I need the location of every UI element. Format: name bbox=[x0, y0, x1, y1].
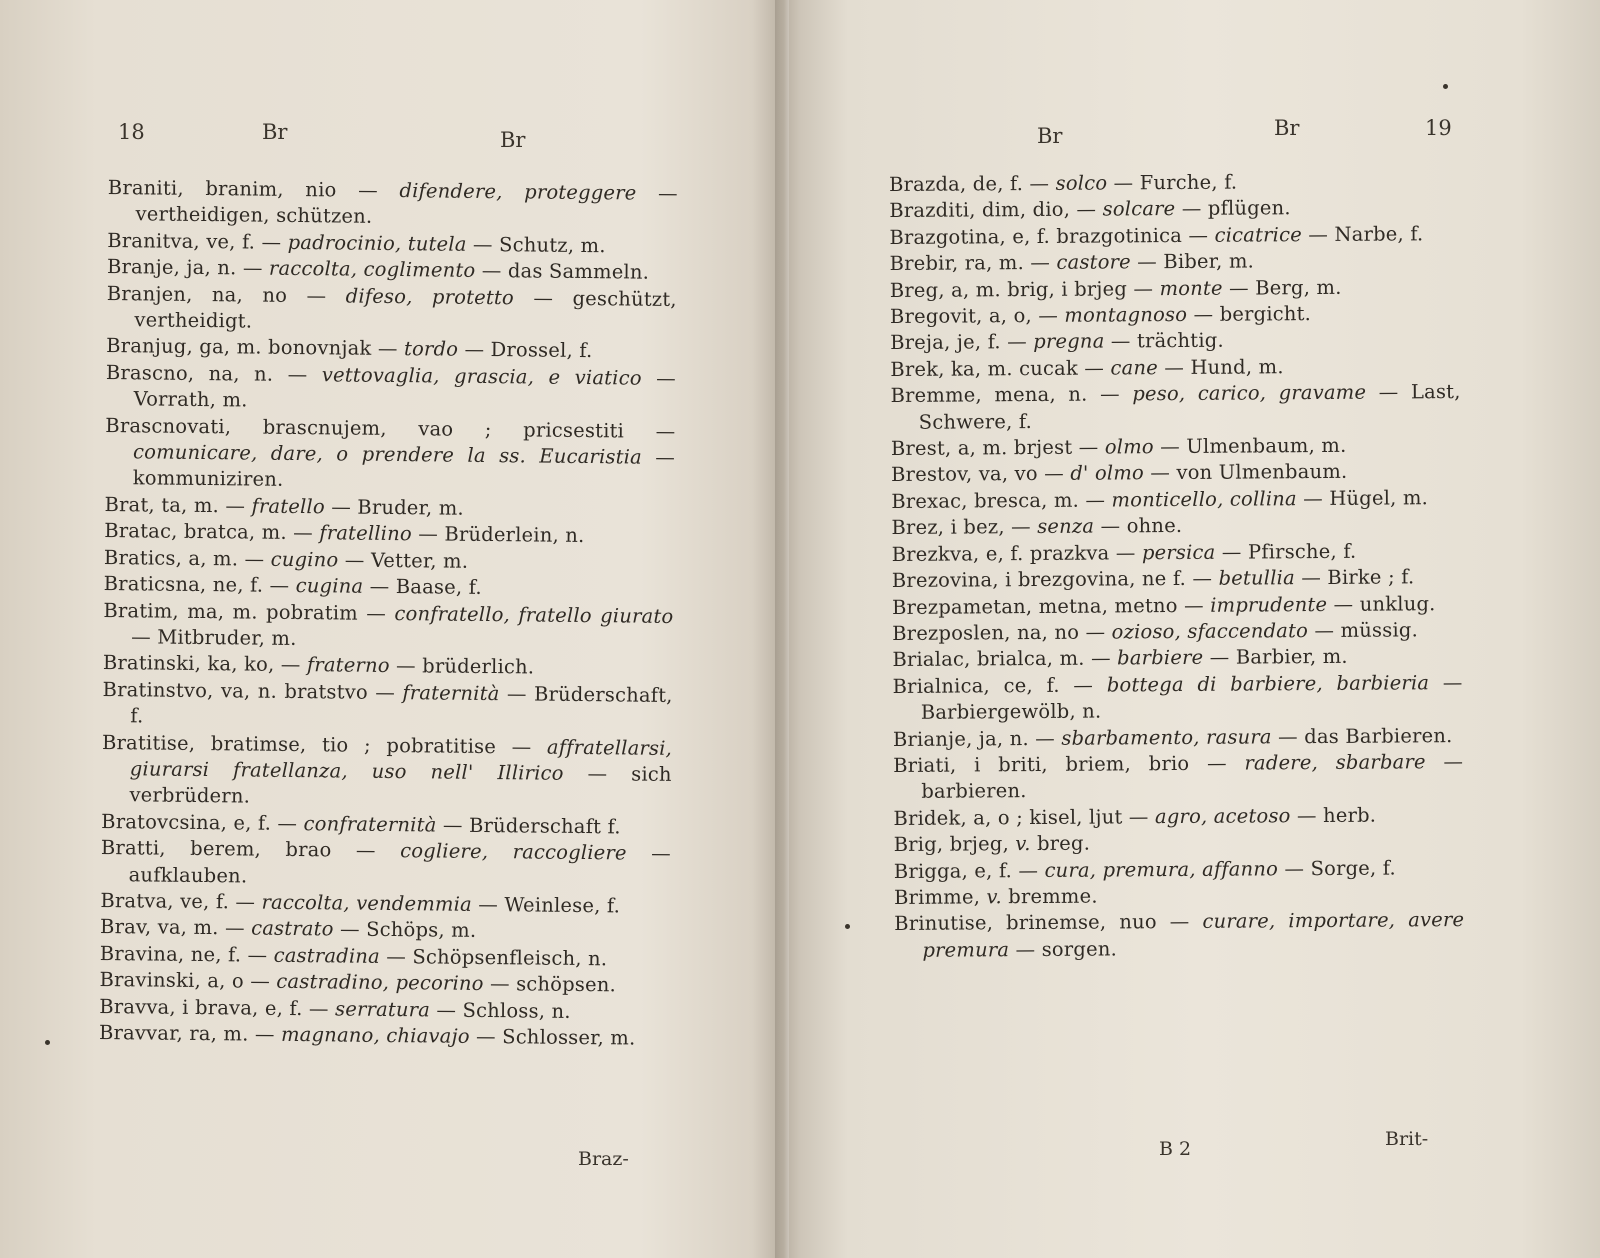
entry-german: — Bruder, m. bbox=[324, 495, 464, 520]
entry-headword: Bratim bbox=[103, 598, 173, 623]
entry-grammar: , ga, m. bonovnjak — bbox=[186, 335, 405, 361]
entry-grammar: , berem, brao — bbox=[159, 836, 401, 863]
entry-german: — Last, Schwere, f. bbox=[918, 380, 1461, 434]
left-page bbox=[0, 0, 775, 1258]
entry-grammar: , e, f. brazgotinica — bbox=[999, 223, 1215, 249]
entry-german: breg. bbox=[1030, 831, 1091, 856]
entry-german: — Schöps, m. bbox=[333, 917, 477, 943]
entry-italian: padrocinio, tutela bbox=[287, 230, 467, 256]
entry-italian: sbarbamento, rasura bbox=[1061, 724, 1272, 750]
dictionary-entry bbox=[891, 511, 1461, 541]
entry-headword: Brest bbox=[890, 436, 946, 461]
entry-italian: cura, premura, affanno bbox=[1044, 856, 1279, 882]
ink-speck bbox=[845, 924, 850, 929]
entry-headword: Bratitise bbox=[101, 730, 189, 755]
entry-italian: cugina bbox=[295, 574, 364, 598]
entry-headword: Bridek bbox=[893, 806, 961, 830]
entry-italian: castore bbox=[1056, 250, 1131, 275]
entry-german: — Birke ; f. bbox=[1294, 565, 1415, 590]
entry-grammar: , bbox=[973, 885, 987, 909]
entry-headword: Bratti bbox=[100, 836, 160, 860]
dictionary-entry bbox=[891, 432, 1461, 462]
entry-grammar: , ce, f. — bbox=[983, 673, 1107, 698]
entry-grammar: , dim, dio, — bbox=[969, 197, 1103, 222]
catchword: Brit- bbox=[1385, 1128, 1429, 1150]
dictionary-entries bbox=[99, 175, 678, 1052]
entry-german: — Sorge, f. bbox=[1277, 856, 1396, 880]
entry-italian: difendere, proteggere bbox=[399, 179, 637, 205]
entry-german: — Schloss, n. bbox=[429, 998, 571, 1023]
entry-headword: Bravva bbox=[99, 994, 170, 1019]
entry-italian: v. bbox=[986, 885, 1002, 909]
entry-grammar: , na, n. — bbox=[187, 361, 322, 387]
entry-german: — sich verbrüdern. bbox=[129, 761, 672, 808]
entry-headword: Bremme bbox=[890, 383, 976, 408]
entry-headword: Breg bbox=[889, 278, 939, 302]
entry-grammar: , i bez, — bbox=[937, 515, 1038, 539]
entry-headword: Brig bbox=[893, 832, 937, 857]
entry-grammar: , e, f. — bbox=[961, 858, 1045, 883]
entry-grammar: , ma, m. pobratim — bbox=[172, 599, 395, 625]
entry-headword: Brezpametan bbox=[891, 594, 1026, 619]
entry-german: — pflügen. bbox=[1175, 196, 1291, 221]
entry-grammar: , ne, f. — bbox=[199, 573, 296, 598]
entry-grammar: , ve, f. — bbox=[167, 889, 262, 914]
entry-headword: Bratinstvo bbox=[102, 677, 208, 702]
entry-german: — herb. bbox=[1290, 803, 1377, 827]
entry-italian: imprudente bbox=[1210, 592, 1328, 617]
entry-headword: Bratinski bbox=[102, 651, 195, 676]
entry-italian: fratellino bbox=[319, 521, 413, 546]
entry-grammar: , va, vo — bbox=[965, 462, 1071, 486]
entry-grammar: , de, f. — bbox=[959, 171, 1056, 196]
dictionary-entry bbox=[889, 168, 1459, 198]
entry-headword: Bravinski bbox=[99, 968, 195, 993]
entry-grammar: , i briti, briem, brio — bbox=[949, 751, 1245, 777]
entry-grammar: , brinemse, nuo — bbox=[986, 910, 1203, 935]
dictionary-entry bbox=[890, 274, 1460, 304]
entry-grammar: , brascnujem, vao ; pricsestiti — bbox=[224, 414, 676, 443]
entry-grammar: , bratimse, tio ; pobratitise — bbox=[188, 731, 548, 759]
dictionary-entry bbox=[106, 360, 677, 419]
entry-headword: Breja bbox=[890, 331, 945, 355]
entry-italian: radere, sbarbare bbox=[1244, 750, 1426, 775]
entry-italian: solcare bbox=[1102, 197, 1176, 221]
entry-headword: Brialnica bbox=[892, 674, 984, 698]
dictionary-entry bbox=[99, 1020, 669, 1052]
entry-headword: Brascno bbox=[105, 360, 188, 385]
entry-italian: bottega di barbiere, barbieria bbox=[1106, 670, 1430, 697]
dictionary-entry bbox=[890, 247, 1460, 277]
dictionary-entry bbox=[890, 379, 1460, 436]
entry-german: — Brüderlein, n. bbox=[411, 522, 585, 548]
dictionary-entry bbox=[893, 749, 1463, 806]
dictionary-entry bbox=[103, 597, 674, 656]
entry-grammar: , ra, m. — bbox=[176, 1021, 282, 1046]
entry-italian: raccolta, vendemmia bbox=[261, 890, 473, 916]
entry-italian: cogliere, raccogliere bbox=[400, 839, 627, 865]
entry-headword: Brez bbox=[891, 515, 938, 540]
dictionary-entries bbox=[889, 168, 1465, 964]
running-head: Br bbox=[1274, 116, 1300, 140]
entry-headword: Branjug bbox=[106, 334, 187, 359]
dictionary-entry bbox=[894, 881, 1464, 911]
entry-grammar: , metna, metno — bbox=[1025, 593, 1211, 618]
entry-grammar: , brialca, m. — bbox=[964, 646, 1118, 671]
running-head: Br bbox=[1037, 124, 1063, 148]
entry-german: — vertheidigen, schützen. bbox=[135, 181, 678, 229]
entry-grammar: , mena, n. — bbox=[975, 382, 1133, 407]
entry-german: — Ulmenbaum, m. bbox=[1153, 433, 1347, 459]
entry-headword: Brialac bbox=[892, 647, 965, 672]
dictionary-entry bbox=[891, 485, 1461, 515]
running-head: Br bbox=[262, 120, 288, 144]
entry-german: — Biber, m. bbox=[1130, 249, 1255, 274]
dictionary-entry bbox=[102, 677, 673, 736]
entry-grammar: , brjeg, bbox=[936, 832, 1016, 856]
running-head: Br bbox=[500, 128, 526, 152]
entry-grammar: , bratca, m. — bbox=[171, 519, 320, 545]
entry-headword: Bratva bbox=[100, 888, 168, 913]
entry-italian: d' olmo bbox=[1070, 461, 1145, 486]
entry-grammar: , a, o ; kisel, ljut — bbox=[960, 804, 1156, 830]
entry-german: — Vorrath, m. bbox=[133, 366, 677, 412]
entry-grammar: , ne, f. — bbox=[177, 942, 274, 967]
dictionary-entry bbox=[889, 194, 1459, 224]
entry-german: — Barbiergewölb, n. bbox=[920, 670, 1463, 724]
entry-grammar: , a, o, — bbox=[976, 303, 1065, 328]
entry-italian: confratello, fratello giurato bbox=[394, 601, 674, 628]
entry-german: — kommuniziren. bbox=[132, 445, 676, 492]
entry-italian: cicatrice bbox=[1214, 222, 1303, 247]
entry-german: — Brüderschaft, f. bbox=[130, 681, 673, 728]
entry-headword: Brazditi bbox=[889, 198, 970, 223]
entry-german: — bergicht. bbox=[1187, 302, 1312, 326]
entry-german: — ohne. bbox=[1094, 514, 1183, 538]
entry-italian: senza bbox=[1037, 514, 1095, 539]
entry-german: — das Barbieren. bbox=[1271, 723, 1453, 748]
dictionary-entry bbox=[105, 413, 676, 498]
entry-german: — Vetter, m. bbox=[338, 548, 469, 573]
dictionary-entry bbox=[893, 802, 1463, 832]
entry-grammar: , i brezgovina, ne f. — bbox=[992, 566, 1219, 592]
entry-grammar: , a, m. brjest — bbox=[944, 435, 1105, 460]
entry-grammar: , ka, ko, — bbox=[194, 652, 308, 677]
dictionary-entry bbox=[893, 723, 1463, 753]
ink-speck bbox=[1443, 84, 1448, 89]
dictionary-entry bbox=[891, 458, 1461, 488]
dictionary-entry bbox=[892, 591, 1462, 621]
entry-headword: Briati bbox=[893, 753, 951, 777]
entry-german: — müssig. bbox=[1307, 618, 1419, 642]
entry-italian: castradina bbox=[273, 943, 381, 968]
entry-headword: Brinutise bbox=[894, 911, 987, 936]
entry-headword: Branitva bbox=[107, 228, 194, 253]
entry-german: — geschützt, vertheidigt. bbox=[134, 285, 677, 333]
entry-headword: Brazgotina bbox=[889, 225, 1000, 249]
entry-italian: montagnoso bbox=[1064, 302, 1188, 327]
entry-grammar: , ja, n. — bbox=[965, 726, 1062, 751]
entry-italian: magnano, chiavajo bbox=[280, 1022, 470, 1048]
entry-headword: Brezposlen bbox=[892, 621, 1005, 645]
dictionary-entry bbox=[107, 175, 678, 234]
entry-italian: cane bbox=[1110, 355, 1158, 380]
entry-headword: Brat bbox=[104, 492, 149, 517]
entry-german: — trächtig. bbox=[1104, 329, 1224, 353]
entry-german: — barbieren. bbox=[921, 749, 1464, 804]
entry-italian: confraternità bbox=[303, 811, 437, 837]
entry-italian: vettovaglia, grascia, e viatico bbox=[321, 363, 642, 390]
entry-grammar: , ja, n. — bbox=[173, 255, 270, 280]
book-gutter bbox=[775, 0, 789, 1258]
entry-grammar: , a, m. — bbox=[175, 546, 271, 571]
dictionary-entry bbox=[890, 300, 1460, 330]
page-number: 18 bbox=[118, 120, 145, 144]
entry-headword: Brazda bbox=[889, 172, 961, 196]
dictionary-entry bbox=[893, 670, 1463, 727]
entry-headword: Bravvar bbox=[98, 1020, 177, 1045]
entry-italian: betullia bbox=[1218, 566, 1295, 590]
dictionary-entry bbox=[890, 353, 1460, 383]
entry-headword: Brexac bbox=[891, 489, 962, 513]
entry-headword: Bravina bbox=[99, 941, 179, 966]
entry-grammar: , e, f. — bbox=[220, 810, 304, 835]
catchword: Braz- bbox=[578, 1148, 629, 1170]
entry-italian: affratellarsi, giurarsi fratellanza, uso nell' Illirico bbox=[129, 735, 673, 785]
entry-german: — von Ulmenbaum. bbox=[1143, 460, 1348, 485]
entry-italian: ozioso, sfaccendato bbox=[1111, 618, 1309, 644]
signature-mark: B 2 bbox=[1159, 1138, 1192, 1160]
entry-italian: barbiere bbox=[1117, 646, 1204, 670]
dictionary-entry bbox=[101, 730, 672, 815]
entry-italian: difeso, protetto bbox=[345, 284, 515, 309]
entry-italian: v. bbox=[1015, 832, 1031, 856]
entry-italian: castrato bbox=[251, 916, 334, 941]
entry-german: — Furche, f. bbox=[1107, 170, 1238, 195]
entry-grammar: , i brava, e, f. — bbox=[169, 995, 336, 1021]
entry-german: — brüderlich. bbox=[389, 654, 535, 679]
entry-grammar: , e, f. prazkva — bbox=[972, 540, 1142, 566]
dictionary-entry bbox=[892, 643, 1462, 673]
entry-italian: serratura bbox=[334, 997, 431, 1022]
entry-italian: comunicare, dare, o prendere la ss. Eucaristia bbox=[132, 440, 643, 469]
entry-headword: Brezkva bbox=[891, 542, 974, 566]
dictionary-entry bbox=[890, 326, 1460, 356]
entry-german: — Schutz, m. bbox=[466, 232, 606, 258]
entry-italian: pregna bbox=[1033, 329, 1105, 354]
entry-italian: raccolta, coglimento bbox=[268, 256, 476, 283]
dictionary-entry bbox=[894, 828, 1464, 858]
entry-italian: fraternità bbox=[402, 680, 500, 705]
entry-italian: peso, carico, gravame bbox=[1132, 380, 1367, 406]
entry-italian: monte bbox=[1159, 276, 1223, 300]
entry-italian: fratello bbox=[251, 494, 325, 519]
entry-grammar: , va, n. bratstvo — bbox=[207, 678, 403, 704]
entry-german: — unklug. bbox=[1327, 591, 1436, 616]
entry-headword: Brezovina bbox=[891, 568, 993, 593]
dictionary-entry bbox=[892, 564, 1462, 594]
entry-headword: Brigga bbox=[893, 859, 962, 883]
entry-headword: Branje bbox=[106, 255, 174, 279]
entry-italian: curare, importare, avere premura bbox=[922, 908, 1465, 962]
entry-headword: Brestov bbox=[891, 462, 967, 487]
entry-grammar: , ta, m. — bbox=[148, 493, 252, 518]
entry-headword: Brebir bbox=[889, 251, 953, 276]
entry-grammar: , a, o — bbox=[194, 969, 277, 993]
entry-german: — Narbe, f. bbox=[1301, 222, 1424, 246]
entry-german: — Weinlese, f. bbox=[471, 892, 621, 918]
ink-speck bbox=[45, 1040, 50, 1045]
entry-italian: cugino bbox=[270, 547, 339, 572]
entry-grammar: , bresca, m. — bbox=[961, 488, 1112, 513]
entry-headword: Brascnovati bbox=[105, 413, 225, 438]
entry-german: — Drossel, f. bbox=[458, 338, 593, 363]
entry-german: bremme. bbox=[1001, 884, 1098, 909]
entry-headword: Braticsna bbox=[103, 572, 201, 597]
entry-headword: Brianje bbox=[892, 727, 967, 751]
entry-german: — Hund, m. bbox=[1157, 355, 1284, 379]
entry-italian: olmo bbox=[1104, 435, 1154, 459]
entry-german: — Pfirsche, f. bbox=[1215, 539, 1357, 564]
entry-grammar: , na, no — bbox=[1004, 620, 1112, 645]
entry-german: — Schöpsenfleisch, n. bbox=[379, 944, 608, 971]
dictionary-entry bbox=[894, 855, 1464, 885]
entry-headword: Bratics bbox=[103, 545, 176, 570]
entry-italian: persica bbox=[1141, 540, 1216, 564]
dictionary-entry bbox=[892, 538, 1462, 568]
entry-headword: Bratovcsina bbox=[101, 809, 221, 834]
entry-german: — sorgen. bbox=[1009, 937, 1118, 961]
entry-italian: agro, acetoso bbox=[1154, 803, 1291, 828]
page-number: 19 bbox=[1425, 116, 1452, 140]
entry-italian: monticello, collina bbox=[1111, 487, 1297, 512]
entry-headword: Bratac bbox=[104, 519, 172, 543]
entry-headword: Branjen bbox=[106, 281, 187, 306]
entry-german: — Schlosser, m. bbox=[469, 1024, 636, 1050]
entry-german: — Mitbruder, m. bbox=[131, 625, 297, 650]
entry-italian: castradino, pecorino bbox=[276, 969, 484, 996]
dictionary-entry bbox=[106, 281, 677, 340]
entry-german: — Brüderschaft f. bbox=[436, 813, 621, 839]
entry-grammar: , a, m. brig, i brjeg — bbox=[938, 276, 1160, 302]
entry-grammar: , branim, nio — bbox=[177, 176, 400, 203]
entry-italian: solco bbox=[1055, 171, 1108, 195]
entry-german: — das Sammeln. bbox=[475, 259, 650, 284]
dictionary-entry bbox=[894, 907, 1464, 964]
dictionary-entry bbox=[889, 221, 1459, 251]
entry-german: — Berg, m. bbox=[1222, 275, 1342, 300]
entry-italian: tordo bbox=[403, 337, 459, 362]
entry-german: — Hügel, m. bbox=[1296, 486, 1429, 511]
entry-headword: Brimme bbox=[893, 885, 974, 909]
dictionary-entry bbox=[892, 617, 1462, 647]
entry-grammar: , je, f. — bbox=[943, 330, 1034, 355]
entry-grammar: , ka, m. cucak — bbox=[938, 356, 1111, 381]
right-page bbox=[789, 0, 1600, 1258]
entry-headword: Brek bbox=[890, 357, 939, 381]
entry-grammar: , ra, m. — bbox=[951, 251, 1057, 275]
entry-german: — Barbier, m. bbox=[1203, 645, 1348, 670]
entry-german: — aufklauben. bbox=[128, 841, 672, 888]
entry-grammar: , ve, f. — bbox=[193, 229, 288, 254]
entry-headword: Braniti bbox=[107, 175, 178, 200]
entry-italian: fraterno bbox=[306, 653, 390, 678]
dictionary-entry bbox=[101, 835, 672, 894]
entry-german: — schöpsen. bbox=[483, 972, 617, 997]
entry-headword: Bregovit bbox=[889, 304, 977, 329]
entry-grammar: , na, no — bbox=[186, 282, 346, 308]
entry-german: — Baase, f. bbox=[363, 574, 482, 600]
entry-grammar: , va, m. — bbox=[144, 915, 252, 940]
entry-headword: Brav bbox=[100, 915, 146, 939]
